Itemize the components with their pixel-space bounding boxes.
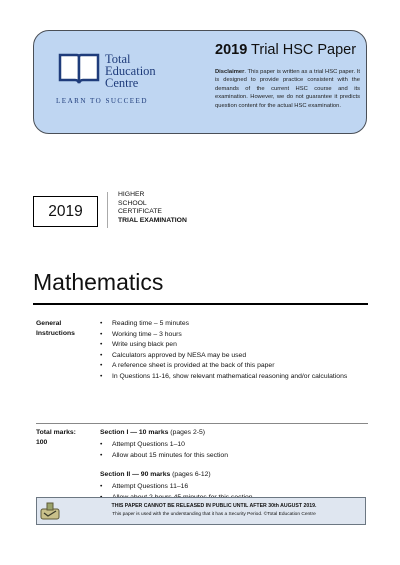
instruction-item: • In Questions 11-16, show relevant mathematical reasoning and/or calculations [100, 372, 360, 383]
certificate-line-1: HIGHER [118, 191, 145, 198]
security-notice [36, 497, 366, 525]
logo-line-2: Education [105, 64, 156, 78]
header-banner [33, 30, 367, 134]
section-two-heading [100, 470, 350, 480]
general-instructions-list [100, 319, 360, 383]
section-one-title: Section I — 10 marks [100, 429, 169, 436]
subject-rule [33, 303, 368, 305]
paper-title-text: Trial HSC Paper [251, 42, 357, 58]
instruction-item: • Write using black pen [100, 340, 360, 351]
security-notice-line-1: THIS PAPER CANNOT BE RELEASED IN PUBLIC UNTIL AFTER 30th AUGUST 2019. [111, 503, 317, 509]
seal-stamp-icon [39, 501, 61, 521]
section-one-pages: (pages 2-5) [168, 429, 206, 436]
disclaimer-label: Disclaimer [215, 69, 245, 75]
certificate-title [118, 191, 187, 226]
instruction-item: • Calculators approved by NESA may be used [100, 351, 360, 362]
security-notice-line-2: This paper is used with the understanding that it has a Security Period. ©Total Education Centre [112, 512, 316, 517]
open-book-icon [58, 51, 100, 85]
instruction-item: • Working time – 3 hours [100, 330, 360, 341]
subject-title: Mathematics [33, 269, 164, 295]
security-notice-text [65, 502, 363, 519]
section-one-item: • Allow about 15 minutes for this section [100, 451, 350, 462]
marks-separator [36, 423, 368, 424]
section-two-pages: (pages 6-12) [170, 471, 211, 478]
paper-title [215, 42, 355, 58]
certificate-line-4: TRIAL EXAMINATION [118, 217, 187, 225]
total-marks-label: Total marks: 100 [36, 429, 76, 446]
certificate-divider [107, 192, 108, 228]
section-one-heading [100, 428, 350, 438]
section-two-title: Section II — 90 marks [100, 471, 171, 478]
disclaimer-text: . This paper is written as a trial HSC paper. It is designed to provide practice consistent with the demands of the current HSC course and its examination. However, we do not guarantee it predicts question content for the actual HSC examination. [215, 69, 360, 109]
total-education-centre-logo [54, 47, 186, 125]
section-one-list [100, 440, 350, 461]
instruction-item: • A reference sheet is provided at the back of this paper [100, 361, 360, 372]
logo-line-1: Total [105, 52, 131, 66]
section-one [100, 428, 350, 461]
instruction-item: • Reading time – 5 minutes [100, 319, 360, 330]
logo-tagline: LEARN TO SUCCEED [56, 97, 148, 105]
exam-year-box: 2019 [33, 196, 98, 227]
disclaimer [215, 68, 360, 110]
logo-line-3: Centre [105, 76, 139, 90]
general-instructions-label: General Instructions [36, 320, 75, 337]
paper-title-year: 2019 [215, 42, 248, 58]
certificate-line-3: CERTIFICATE [118, 208, 162, 216]
logo-wordmark [105, 53, 156, 89]
section-one-item: • Attempt Questions 1–10 [100, 440, 350, 451]
certificate-line-2: SCHOOL [118, 199, 147, 207]
section-two-item: • Attempt Questions 11–16 [100, 482, 350, 493]
